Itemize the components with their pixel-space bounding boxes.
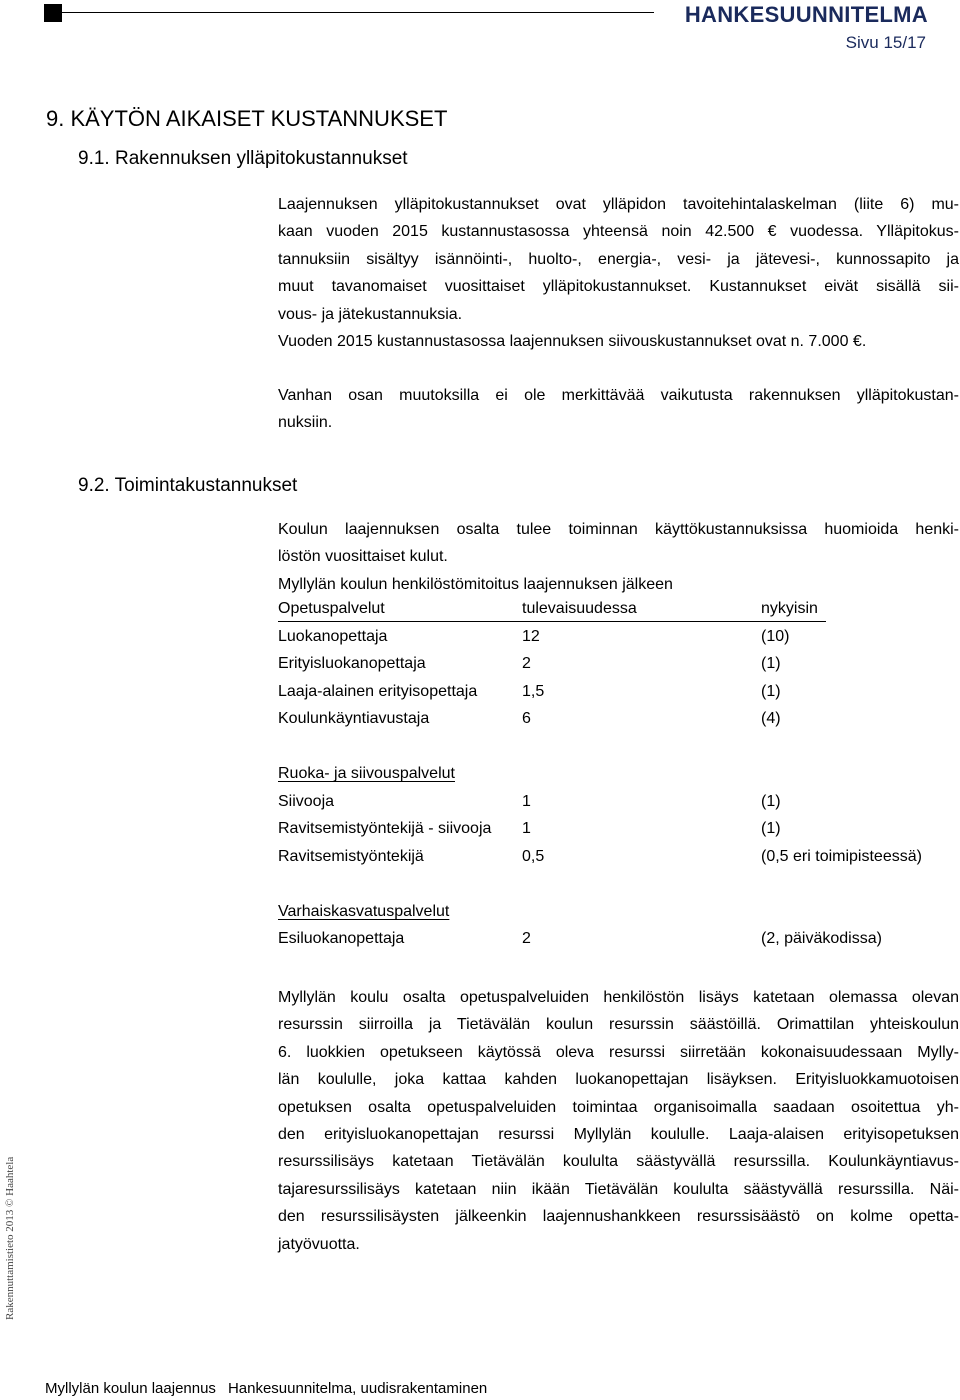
current-cell: (0,5 eri toimipisteessä) xyxy=(761,848,922,865)
text-line: muut tavanomaiset vuosittaiset ylläpitokustannukset. Kustannukset eivät sisällä sii- xyxy=(278,278,959,296)
document-title: HANKESUUNNITELMA xyxy=(684,2,928,27)
group-title-row xyxy=(278,765,918,785)
text-line: Laajennuksen ylläpitokustannukset ovat ylläpidon tavoitehintalaskelman (liite 6) mu- xyxy=(278,196,959,213)
column-header-future: tulevaisuudessa xyxy=(522,600,637,617)
table-header-row xyxy=(278,600,918,620)
text-line: Vanhan osan muutoksilla ei ole merkittävää vaikutusta rakennuksen ylläpitokustan- xyxy=(278,387,959,404)
text-line: opetuksen osalta opetuspalveluiden toimintaa organisoimalla saadaan osoitettua yh- xyxy=(278,1098,959,1116)
text-line: Koulun laajennuksen osalta tulee toiminnan käyttökustannuksissa huomioida henki- xyxy=(278,521,959,538)
current-cell: (1) xyxy=(761,683,781,700)
text-line: tannuksiin sisältyy isännöinti-, huolto-, energia-, vesi- ja jätevesi-, kunnossapito ja xyxy=(278,250,959,268)
future-cell: 1,5 xyxy=(522,683,545,700)
header-underline xyxy=(278,621,826,622)
text-line: 6. luokkien opetukseen käytössä oleva resurssi siirretään kokonaisuudessaan Mylly- xyxy=(278,1043,959,1061)
text-line: den erityisluokanopettajan resurssi Myllylän koululle. Laaja-alaisen erityisopetuksen xyxy=(278,1125,959,1143)
role-cell: Ravitsemistyöntekijä xyxy=(278,848,424,865)
maintenance-costs-paragraph xyxy=(278,191,959,355)
section-9-2-heading: 9.2. Toimintakustannukset xyxy=(78,475,298,496)
text-line: Vuoden 2015 kustannustasossa laajennuksen siivouskustannukset ovat n. 7.000 €. xyxy=(278,332,867,350)
table-row xyxy=(278,820,918,840)
role-cell: Siivooja xyxy=(278,793,335,810)
footer-project-name: Myllylän koulun laajennus xyxy=(45,1380,216,1397)
text-line: den resurssilisäysten jälkeenkin laajennushankkeen resurssisäästö on kolme opetta- xyxy=(278,1208,959,1226)
future-cell: 0,5 xyxy=(522,848,545,865)
header-square-mark xyxy=(44,4,62,22)
text-line: vous- ja jätekustannuksia. xyxy=(278,305,463,323)
text-line: löstön vuosittaiset kulut. xyxy=(278,548,448,566)
text-line: resurssin siirroilla ja Tietävälän koulun resurssin säästöillä. Orimattilan yhteiskoulun xyxy=(278,1016,959,1034)
role-cell: Koulunkäyntiavustaja xyxy=(278,710,430,727)
table-row xyxy=(278,683,918,703)
text-line: kaan vuoden 2015 kustannustasossa yhteensä noin 42.500 € vuodessa. Ylläpitokus- xyxy=(278,223,959,241)
role-cell: Luokanopettaja xyxy=(278,628,388,645)
role-cell: Esiluokanopettaja xyxy=(278,930,405,947)
header-rule xyxy=(62,12,654,13)
table-row xyxy=(278,848,922,868)
operating-costs-intro xyxy=(278,516,959,598)
role-cell: Laaja-alainen erityisopettaja xyxy=(278,683,478,700)
staffing-conclusion-paragraph xyxy=(278,984,959,1258)
old-part-paragraph xyxy=(278,382,959,437)
current-cell: (2, päiväkodissa) xyxy=(761,930,882,947)
page-number: Sivu 15/17 xyxy=(845,33,926,52)
text-line: nuksiin. xyxy=(278,414,333,432)
section-9-1-heading: 9.1. Rakennuksen ylläpitokustannukset xyxy=(78,148,408,169)
page-footer xyxy=(45,1380,487,1397)
table-row xyxy=(278,628,918,648)
table-row xyxy=(278,930,918,950)
table-row xyxy=(278,655,918,675)
text-line: Myllylän koulu osalta opetuspalveluiden henkilöstön lisäys katetaan olemassa olevan xyxy=(278,989,959,1006)
text-line: län koululle, joka kattaa kahden luokanopettajan lisäyksen. Erityisluokkamuotoisen xyxy=(278,1071,959,1089)
current-cell: (1) xyxy=(761,655,781,672)
copyright-side-text: Rakennuttamistieto 2013 © Haahtela xyxy=(4,1156,16,1320)
table-row xyxy=(278,710,918,730)
text-line: resurssilisäys katetaan Tietävälän koululta säästyvällä resurssilla. Koulunkäyntiavus- xyxy=(278,1153,959,1171)
role-cell: Erityisluokanopettaja xyxy=(278,655,426,672)
section-9-heading: 9. KÄYTÖN AIKAISET KUSTANNUKSET xyxy=(46,106,448,131)
table-row xyxy=(278,793,918,813)
current-cell: (4) xyxy=(761,710,781,727)
future-cell: 12 xyxy=(522,628,540,645)
future-cell: 2 xyxy=(522,930,531,947)
text-line: Myllylän koulun henkilöstömitoitus laajennuksen jälkeen xyxy=(278,575,673,593)
current-cell: (1) xyxy=(761,820,781,837)
future-cell: 6 xyxy=(522,710,531,727)
column-header-current: nykyisin xyxy=(761,600,818,617)
text-line: jatyövuotta. xyxy=(278,1235,360,1253)
future-cell: 2 xyxy=(522,655,531,672)
future-cell: 1 xyxy=(522,793,531,810)
food-cleaning-services-title: Ruoka- ja siivouspalvelut xyxy=(278,765,455,782)
group-title-row xyxy=(278,903,918,923)
column-header-service: Opetuspalvelut xyxy=(278,600,385,617)
text-line: tajaresurssilisäys katetaan niin ikään Tietävälän koululta säästyvällä resurssilla. Näi- xyxy=(278,1180,959,1198)
early-education-services-title: Varhaiskasvatuspalvelut xyxy=(278,903,450,920)
footer-document-type: Hankesuunnitelma, uudisrakentaminen xyxy=(227,1380,488,1397)
current-cell: (1) xyxy=(761,793,781,810)
current-cell: (10) xyxy=(761,628,790,645)
future-cell: 1 xyxy=(522,820,531,837)
role-cell: Ravitsemistyöntekijä - siivooja xyxy=(278,820,492,837)
